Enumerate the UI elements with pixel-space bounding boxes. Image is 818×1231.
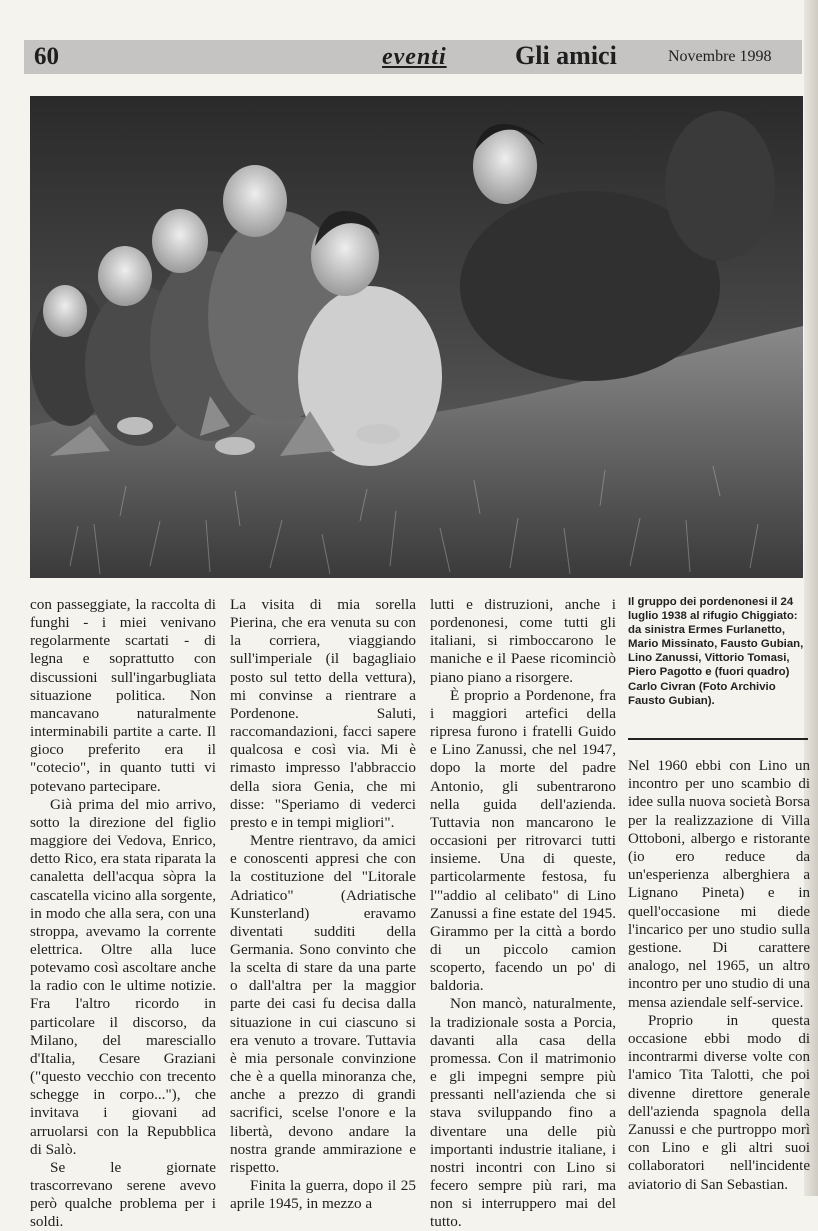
paragraph: Finita la guerra, dopo il 25 aprile 1945, in mezzo a xyxy=(230,1177,416,1213)
paragraph: lutti e distruzioni, anche i pordenonesi, come tutti gli italiani, si rimboccarono le maniche e il Paese ricominciò piano piano a risorgere. xyxy=(430,596,616,686)
paragraph: Mentre rientravo, da amici e conoscenti appresi che con la costituzione del "Litorale Adriatico" (Adriatische Kunsterland) eravamo diventati sudditi della Germania. Sono convinto che la scelta di stare da una parte o dall'altra per la maggior parte dei casi fu decisa dalla situazione in cui ciascuno si era venuto a trovare. Tuttavia è mia personale convinzione che è a quella minoranza che, anche a prezzo di grandi sacrifici, scelse l'onore e la libertà, devono andare la nostra grande ammirazione e rispetto. xyxy=(230,832,416,1176)
paragraph: Già prima del mio arrivo, sotto la direzione del figlio maggiore dei Vedova, Enrico, detto Rico, era stata riparata la canaletta dell'acqua sòpra la cascatella vicino alla sorgente, in modo che alla sera, con una stroppa, avevamo la corrente elettrica. Oltre alla luce potevamo così ascoltare anche la radio con le ultime notizie. Fra l'altro ricordo in particolare il discorso, da Milano, del maresciallo d'Italia, Cesare Graziani ("questo vecchio con trecento schegge in corpo..."), che invitava i giovani ad arruolarsi con la Repubblica di Salò. xyxy=(30,795,216,1158)
article-column-4 xyxy=(628,757,810,1194)
issue-date: Novembre 1998 xyxy=(668,48,772,65)
section-logo: eventi xyxy=(382,44,447,70)
photo-caption: Il gruppo dei pordenonesi il 24 luglio 1938 al rifugio Chiggiato: da sinistra Ermes Furlanetto, Mario Missinato, Fausto Gubian, Lino Zanussi, Vittorio Tomasi, Piero Pagotto e (fuori quadro) Carlo Civran (Foto Archivio Fausto Gubian). xyxy=(628,596,804,707)
paragraph: È proprio a Pordenone, fra i maggiori artefici della ripresa furono i fratelli Guido e Lino Zanussi, che nel 1947, dopo la morte del padre Antonio, gli subentrarono nella guida dell'azienda. Tuttavia non mancarono le occasioni per ritrovarci tutti insieme. Una di queste, particolarmente festosa, fu l'"addio al celibato" di Lino Zanussi a fine estate del 1945. Girammo per la città a bordo di un piccolo camion scoperto, facendo un po' di baldoria. xyxy=(430,686,616,995)
article-column-3 xyxy=(430,596,616,1231)
caption-divider xyxy=(628,738,808,740)
paragraph: Se le giornate trascorrevano serene avevo però qualche problema per i soldi. xyxy=(30,1158,216,1231)
paragraph: Nel 1960 ebbi con Lino un incontro per uno scambio di idee sulla nuova società Borsa per la realizzazione di Villa Ottoboni, albergo e ristorante (io ero reduce da un'esperienza alberghiera a Lignano Pineta) e in quell'occasione mi diede l'incarico per uno studio sulla gestione. Di carattere analogo, nel 1965, un altro incontro per uno studio di una mensa aziendale self-service. xyxy=(628,758,810,1011)
group-photo xyxy=(30,96,803,578)
paragraph: Non mancò, naturalmente, la tradizionale sosta a Porcia, davanti alla casa della promessa. Con il matrimonio e gli impegni sempre più pressanti nell'azienda che si stava sviluppando fino a diventare una delle più importanti industrie italiane, i nostri incontri con Lino si fecero sempre più rari, ma non si interruppero mai del tutto. xyxy=(430,995,616,1231)
paragraph: Proprio in questa occasione ebbi modo di incontrarmi diverse volte con l'amico Tita Talotti, che poi divenne direttore generale dell'azienda spagnola della Zanussi e che purtroppo morì con Lino e gli altri suoi collaboratori nell'incidente aviatorio di San Sebastian. xyxy=(628,1012,810,1193)
article-column-1 xyxy=(30,596,216,1231)
group-photo-icon xyxy=(30,96,803,578)
page-number: 60 xyxy=(34,43,59,70)
article-column-2 xyxy=(230,596,416,1213)
paragraph: con passeggiate, la raccolta di funghi - i miei venivano regolarmente scartati - di legna e soprattutto con discussioni sull'ingarbugliata situazione politica. Non mancavano naturalmente interminabili partite a carte. Il gioco preferito era il "cotecio", in quanto tutti vi potevano partecipare. xyxy=(30,596,216,795)
section-title: Gli amici xyxy=(515,41,617,70)
paragraph: La visita di mia sorella Pierina, che era venuta su con la corriera, viaggiando sull'imperiale (il bagagliaio posto sul tetto della vettura), mi convinse a rientrare a Pordenone. Saluti, raccomandazioni, facci sapere qualcosa e così via. Mi è rimasto impresso l'abbraccio della siora Genia, che mi disse: "Speriamo di vederci presto e in tempi migliori". xyxy=(230,596,416,831)
